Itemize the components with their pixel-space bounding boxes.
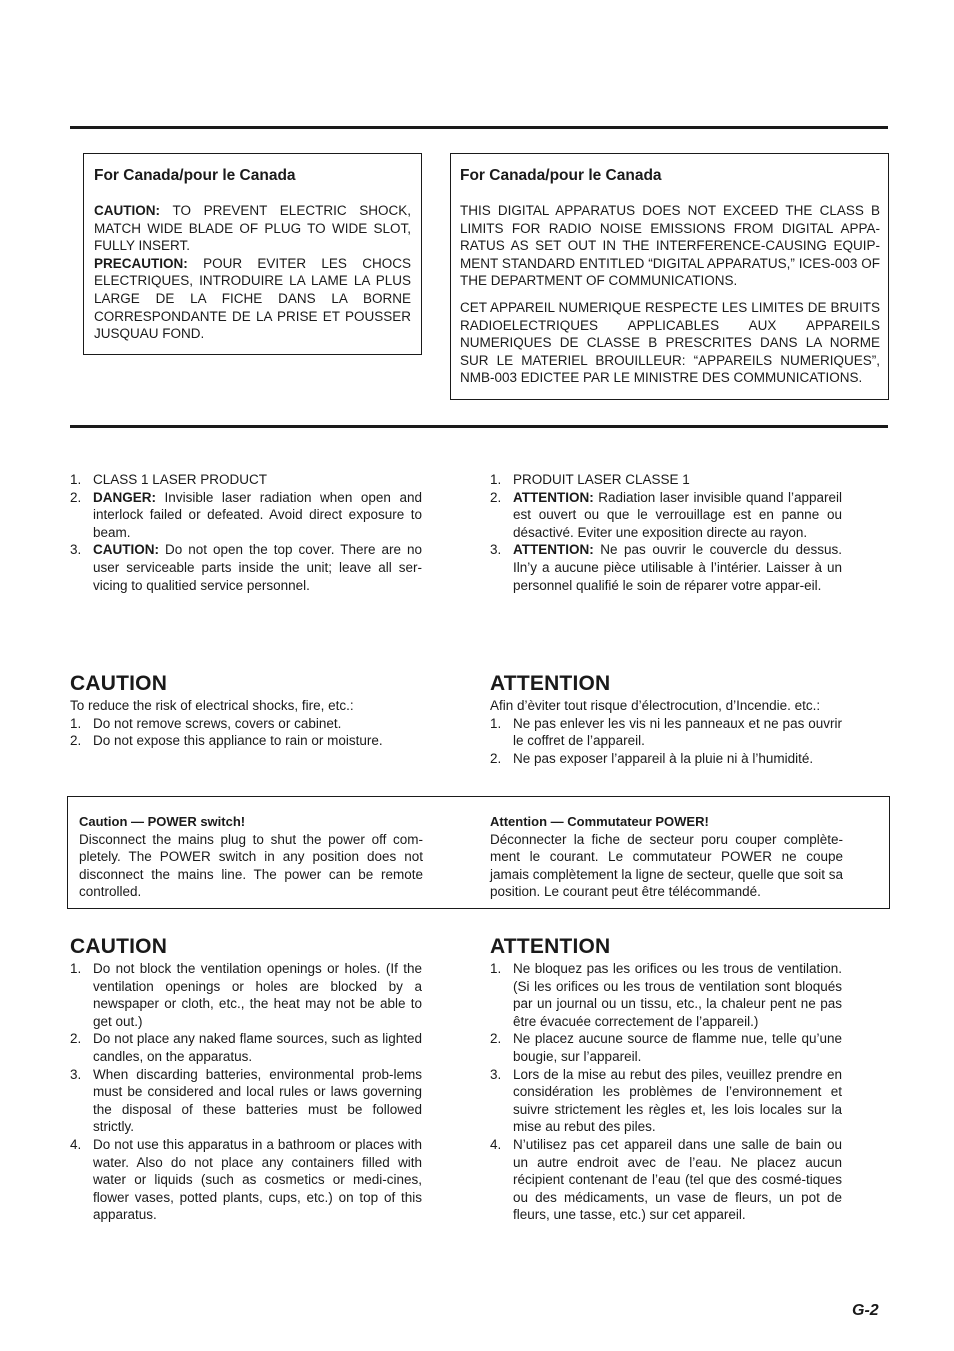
caution-heading: CAUTION (70, 935, 168, 958)
power-switch-french-title: Attention — Commutateur POWER! (490, 814, 709, 829)
attention-heading: ATTENTION (490, 935, 611, 958)
list-item: 1. PRODUIT LASER CLASSE 1 (490, 472, 690, 487)
canada-plug-title: For Canada/pour le Canada (94, 167, 296, 184)
laser-notice-french (490, 471, 842, 594)
canada-caution-paragraph (94, 202, 411, 255)
canada-emissions-notice (450, 153, 889, 400)
attention-intro: Afin d’èviter tout risque d’électrocution, d’Incendie. etc.: (490, 698, 821, 713)
precaution-text: POUR EVITER LES CHOCS ELECTRIQUES, INTRODUIRE LA LAME LA PLUS LARGE DE LA FICHE DANS LA BORNE CORRESPONDANTE DE LA PRISE ET POUSSER JUSQUAU FOND. (94, 255, 411, 342)
caution-intro: To reduce the risk of electrical shocks, fire, etc.: (70, 698, 354, 713)
list-item: 3. ATTENTION: Ne pas ouvrir le couvercle du dessus. Iln’y a aucune pièce utilisable à l’intérier. Laisser à un personnel qualifié le soin de réparer votre appar-eil. (490, 542, 842, 593)
list-item: 2. Do not expose this appliance to rain or moisture. (70, 733, 383, 749)
list-item: 2. Do not place any naked flame sources, such as lighted candles, on the apparatus. (70, 1031, 422, 1064)
canada-plug-notice (83, 153, 422, 355)
canada-precaution-paragraph (94, 255, 411, 343)
caution-ventilation-section (70, 934, 422, 1224)
emissions-french-paragraph: CET APPAREIL NUMERIQUE RESPECTE LES LIMITES DE BRUITS RADIOELECTRIQUES APPLICABLES AUX APPAREILS NUMERIQUES DE CLASSE B PRESCRITES DANS LA NORME SUR LE MATERIEL BROUILLEUR: “APPAREILS NUMERIQUES”, NMB-003 EDICTEE PAR LE MINISTRE DES COMMUNICATIONS. (460, 299, 880, 386)
attention-heading: ATTENTION (490, 672, 611, 695)
caution-label: CAUTION: (94, 203, 160, 218)
power-switch-french (490, 813, 843, 901)
caution-text: TO PREVENT ELECTRIC SHOCK, MATCH WIDE BLADE OF PLUG TO WIDE SLOT, FULLY INSERT. (94, 203, 411, 254)
list-item: 3. When discarding batteries, environmental prob-lems must be considered and local rules or laws governing the disposal of these batteries must be followed strictly. (70, 1066, 422, 1135)
power-switch-english-text: Disconnect the mains plug to shut the power off com-pletely. The POWER switch in any position does not disconnect the mains line. The power can be remote controlled. (79, 831, 423, 900)
list-item: 1. Do not block the ventilation openings or holes. (If the ventilation openings or holes are blocked by a newspaper or cloth, etc., the heat may not be able to get out.) (70, 961, 422, 1029)
emissions-english-paragraph: THIS DIGITAL APPARATUS DOES NOT EXCEED THE CLASS B LIMITS FOR RADIO NOISE EMISSIONS FROM DIGITAL APPA-RATUS AS SET OUT IN THE INTERFERENCE-CAUSING EQUIP-MENT STANDARD ENTITLED “DIGITAL APPARATUS,” ICES-003 OF THE DEPARTMENT OF COMMUNICATIONS. (460, 203, 880, 289)
power-switch-english (79, 813, 423, 901)
precaution-label: PRECAUTION: (94, 255, 188, 271)
list-item: 1. Ne pas enlever les vis ni les panneaux et ne pas ouvrir le coffret de l’appareil. (490, 715, 842, 749)
laser-notice-english (70, 471, 422, 594)
list-item: 2. ATTENTION: Radiation laser invisible quand l’appareil est ouvert ou que le verrouillage est en panne ou désactivé. Eviter une exposition directe au rayon. (490, 489, 842, 540)
attention-electrical-section (490, 671, 842, 767)
list-item: 2. DANGER: Invisible laser radiation when open and interlock failed or defeated. Avoid direct exposure to beam. (70, 489, 422, 540)
list-item: 3. CAUTION: Do not open the top cover. There are no user serviceable parts inside the unit; leave all ser-vicing to qualitied service personnel. (70, 542, 422, 593)
canada-emissions-title: For Canada/pour le Canada (460, 167, 662, 184)
section-rule (70, 425, 888, 428)
caution-heading: CAUTION (70, 672, 168, 695)
list-item: 1. CLASS 1 LASER PRODUCT (70, 472, 268, 487)
list-item: 4. Do not use this apparatus in a bathroom or places with water. Also do not place any containers filled with water or liquids (such as cosmetics or medi-cines, flower vases, potted plants, cups, etc.) on top of this apparatus. (70, 1136, 422, 1223)
page-number: G-2 (852, 1302, 879, 1319)
power-switch-french-text: Déconnecter la fiche de secteur poru couper complète-ment le courant. Le commutateur POWER ne coupe jamais complètement la ligne de secteur, quelle que soit sa position. Le courant peut être télécommandé. (490, 831, 843, 900)
list-item: 1. Ne bloquez pas les orifices ou les trous de ventilation. (Si les orifices ou les trous de ventilation sont bloqués par un journal ou un tissu, etc., la chaleur pent ne pas être évacuée correctement de l’appareil.) (490, 961, 842, 1029)
list-item: 3. Lors de la mise au rebut des piles, veuillez prendre en considération les problèmes de l’environnement et suivre strictement les règles et, les lois locales sur la mise au rebut des piles. (490, 1066, 842, 1135)
power-switch-english-title: Caution — POWER switch! (79, 814, 246, 829)
caution-electrical-section (70, 671, 422, 750)
list-item: 2. Ne pas exposer l’appareil à la pluie ni à l’humidité. (490, 750, 814, 766)
list-item: 1. Do not remove screws, covers or cabinet. (70, 715, 342, 731)
list-item: 2. Ne placez aucune source de flamme nue, telle qu’une bougie, sur l’appareil. (490, 1031, 842, 1064)
power-switch-notice (67, 796, 890, 909)
top-rule (70, 126, 888, 129)
list-item: 4. N’utilisez pas cet appareil dans une salle de bain ou un autre endroit avec de l’eau. Ne placez aucun récipient contenant de l’eau (tel que des cosmé-tiques ou des médicaments, un vase de fleurs, un pot de fleurs, une tasse, etc.) sur cet appareil. (490, 1136, 842, 1223)
attention-ventilation-section (490, 934, 842, 1224)
